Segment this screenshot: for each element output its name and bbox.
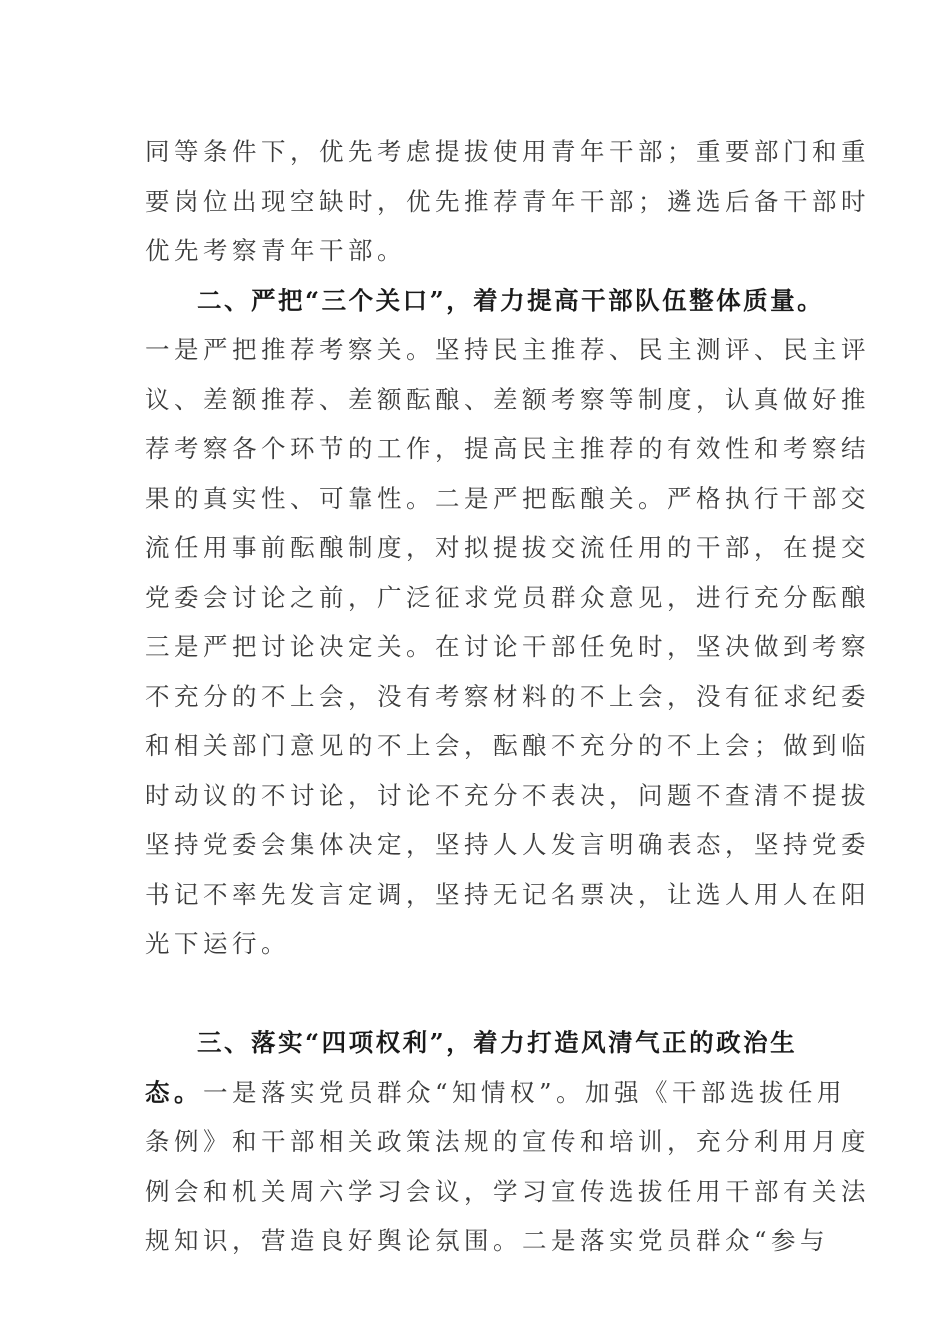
paragraph-line: 光下运行。 (145, 929, 290, 958)
paragraph-line: 书记不率先发言定调，坚持无记名票决，让选人用人在阳 (145, 879, 870, 909)
paragraph-line: 不充分的不上会，没有考察材料的不上会，没有征求纪委 (145, 681, 870, 711)
paragraph-line: 三是严把讨论决定关。在讨论干部任免时，坚决做到考察 (145, 632, 870, 661)
paragraph-line-tail: 一是落实党员群众“知情权”。加强《干部选拔任用 (203, 1077, 847, 1107)
paragraph-line: 时动议的不讨论，讨论不充分不表决，问题不查清不提拔 (145, 780, 870, 810)
paragraph-line: 荐考察各个环节的工作，提高民主推荐的有效性和考察结 (145, 434, 870, 463)
section-heading-3-tail: 态。 (145, 1077, 203, 1107)
paragraph-line: 例会和机关周六学习会议，学习宣传选拔任用干部有关法 (145, 1176, 870, 1206)
paragraph-line: 党委会讨论之前，广泛征求党员群众意见，进行充分酝酿 (145, 582, 870, 612)
paragraph-line: 议、差额推荐、差额酝酿、差额考察等制度，认真做好推 (145, 384, 870, 414)
paragraph-line: 坚持党委会集体决定，坚持人人发言明确表态，坚持党委 (145, 830, 870, 859)
paragraph-line: 一是严把推荐考察关。坚持民主推荐、民主测评、民主评 (145, 335, 870, 364)
document-body (145, 127, 870, 1266)
paragraph-line: 和相关部门意见的不上会，酝酿不充分的不上会；做到临 (145, 731, 870, 760)
blank-line (145, 969, 810, 1019)
paragraph-line: 流任用事前酝酿制度，对拟提拔交流任用的干部，在提交 (145, 533, 870, 562)
paragraph-line: 同等条件下，优先考虑提拔使用青年干部；重要部门和重 (145, 137, 870, 166)
section-heading-3: 三、落实“四项权利”，着力打造风清气正的政治生 (197, 1028, 798, 1057)
paragraph-line: 规知识，营造良好舆论氛围。二是落实党员群众“参与 (145, 1226, 830, 1255)
paragraph-line: 要岗位出现空缺时，优先推荐青年干部；遴选后备干部时 (145, 186, 870, 216)
paragraph-line-mixed (145, 1068, 847, 1118)
section-heading-2: 二、严把“三个关口”，着力提高干部队伍整体质量。 (197, 285, 825, 315)
paragraph-line: 果的真实性、可靠性。二是严把酝酿关。严格执行干部交 (145, 483, 870, 513)
paragraph-line: 优先考察青年干部。 (145, 236, 406, 265)
paragraph-line: 条例》和干部相关政策法规的宣传和培训，充分利用月度 (145, 1127, 870, 1156)
